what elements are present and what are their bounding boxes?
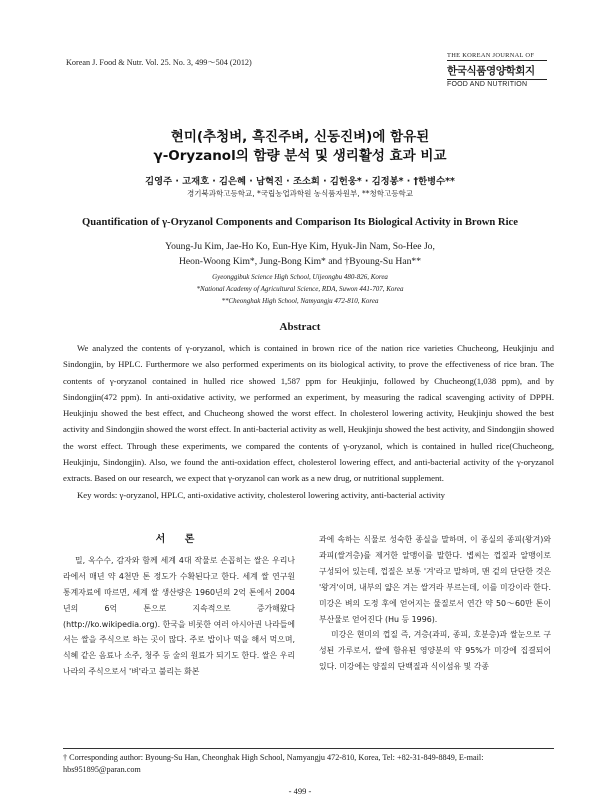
masthead-en-bottom: FOOD AND NUTRITION [447,79,547,88]
intro-paragraph-1: 밀, 옥수수, 감자와 함께 세계 4대 작물로 손꼽히는 쌀은 우리나라에서 매년 약 4천만 톤 정도가 수확된다고 한다. 세계 쌀 연구원 통계자료에 따르면, 세계 쌀 생산량은 1960년의 2억 톤에서 2004년의 6억 톤으로 지속적으로 증가해왔다 (http://ko.wikipedia.org). 한국을 비롯한 여러 아시아권 나라들에서는 쌀을 주식으로 하는 곳이 많다. 주로 밥이나 떡을 해서 먹으며, 식혜 같은 음료나 소주, 청주 등 술의 원료가 되기도 한다. 쌀은 우리나라의 주식으로서 '벼'라고 불리는 화본 [63,555,295,677]
intro-heading: 서 론 [155,534,203,545]
authors-en-line2: Heon-Woong Kim*, Jung-Bong Kim* and †Byoung-Su Han** [179,256,421,267]
title-en: Quantification of γ-Oryzanol Components and Comparison Its Biological Activity in Brown Rice [82,217,518,228]
affiliation-kr: 경기북과학고등학교, *국립농업과학원 농식품자원부, **청학고등학교 [186,189,414,198]
masthead-kr: 한국식품영양학회지 [447,65,535,77]
intro-paragraph-1-cont: 과에 속하는 식물로 성숙한 종실을 말하며, 이 종실의 종피(왕겨)와 과피(쌀겨층)를 제거한 알맹이를 말한다. 볍씨는 껍질과 알맹이로 구성되어 있는데, 껍질은 보통 '겨'라고 말하며, 맨 겉의 단단한 것은 '왕겨'이며, 내부의 얇은 겨는 쌀겨라 부르는데, 이를 미강이라 한다. 미강은 벼의 도정 후에 얻어지는 물질로서 연간 약 50～60만 톤이 부산물로 얻어진다 (Hu 등 1996). [319,535,551,624]
journal-reference: Korean J. Food & Nutr. Vol. 25. No. 3, 499～504 (2012) [66,58,252,67]
intro-left-column [63,532,295,680]
intro-right-column [319,532,551,675]
affiliation-en-line1: Gyeonggibuk Science High School, Uijeongbu 480-826, Korea [212,273,388,281]
intro-paragraph-2: 미강은 현미의 껍질 즉, 겨층(과피, 종피, 호분층)과 쌀눈으로 구성된 가루로서, 쌀에 함유된 영양분의 약 95%가 미강에 집결되어 있다. 미강에는 양질의 단백질과 식이섬유 및 각종 [319,630,551,672]
abstract [63,340,554,503]
authors-en-line1: Young-Ju Kim, Jae-Ho Ko, Eun-Hye Kim, Hyuk-Jin Nam, So-Hee Jo, [165,241,435,252]
abstract-body: We analyzed the contents of γ-oryzanol, which is contained in brown rice of the nation rice varieties Chucheong, Heukjinju and Sindongjin, by HPLC. Furthermore we also performed experiments on its biological activity, to prove the effectiveness of rice bran. The contents of γ-oryzanol contained in hulled rice showed 1,587 ppm for Heukjinju, followed by Chucheong(1,038 ppm), and by Sindongjin(472 ppm). In anti-oxidative activity, we performed an experiment, by measuring the radical scavenging activity of DPPH. Heukjinju showed the best effect, and Chucheong showed the worst effect. In cholesterol lowering activity, Heukjinju showed the best activity and Sindongjin showed the worst effect. In anti-bacterial activity as well, Heukjinju showed the best activity, and Sindongjin showed the worst effect. Through these experiments, we compared the contents of γ-oryzanol, which is contained in hulled rice(Chucheong, Heukjinju, Sindongjin). Also, we found the anti-oxidation effect, cholesterol lowering effect, and anti-bacterial activity of the γ-oryzanol extracts. Based on our research, we expect that γ-oryzanol can work as a new drug, or nutritional supplement. [63,343,554,484]
keywords: Key words: γ-oryzanol, HPLC, anti-oxidative activity, cholesterol lowering activity, anti-bacterial activity [77,489,445,500]
masthead-en-top: THE KOREAN JOURNAL OF [447,52,547,61]
footnote-rule [63,748,554,749]
title-kr-line1: 현미(추청벼, 흑진주벼, 신동진벼)에 함유된 [170,129,430,145]
affiliation-en-line2: *National Academy of Agricultural Science, RDA, Suwon 441-707, Korea [196,285,404,293]
authors-kr: 김영주 · 고재호 · 김은혜 · 남혁진 · 조소희 · 김헌웅* · 김정봉* · †한병수** [145,176,455,187]
page-number: - 499 - [288,786,312,796]
journal-masthead [447,52,547,88]
affiliation-en-line3: **Cheonghak High School, Namyangju 472-810, Korea [221,297,379,305]
title-kr-line2: γ-Oryzanol의 함량 분석 및 생리활성 효과 비교 [153,148,447,164]
abstract-heading: Abstract [279,321,321,333]
corresponding-author-footnote: † Corresponding author: Byoung-Su Han, Cheonghak High School, Namyangju 472-810, Korea, Tel: +82-31-849-8849, E-mail: hbs951895@paran.com [63,753,484,774]
